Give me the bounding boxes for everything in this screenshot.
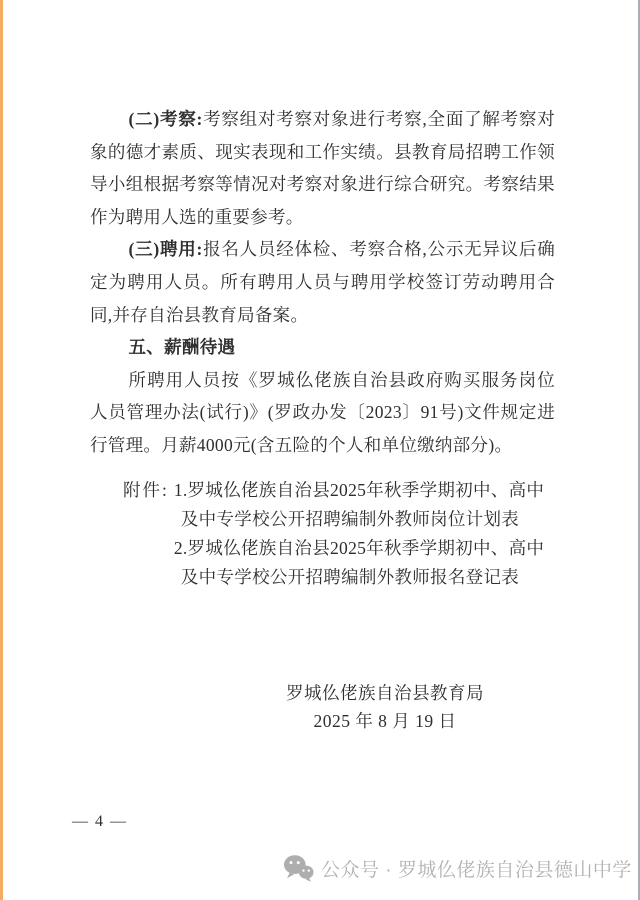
wechat-icon (283, 854, 314, 882)
attachment-item-1 (174, 476, 563, 534)
issue-date: 2025 年 8 月 19 日 (313, 711, 457, 731)
page-number: — 4 — (72, 813, 128, 830)
attachments-list (174, 476, 563, 592)
section-heading-salary: 五、薪酬待遇 (128, 337, 236, 358)
attachment-1-line-1: 1.罗城仫佬族自治县2025年秋季学期初中、高中 (173, 480, 545, 500)
document-body (90, 103, 555, 462)
attachment-1-line-2: 及中专学校公开招聘编制外教师岗位计划表 (180, 509, 520, 529)
signature-block (130, 679, 640, 735)
clause-label-employment: (三)聘用: (128, 239, 203, 260)
attachments-label: 附件: (123, 480, 169, 500)
paragraph-salary: 所聘用人员按《罗城仫佬族自治县政府购买服务岗位人员管理办法(试行)》(罗政办发〔2023〕91号)文件规定进行管理。月薪4000元(含五险的个人和单位缴纳部分)。 (90, 369, 555, 455)
clause-text-inspection: 考察组对考察对象进行考察,全面了解考察对象的德才素质、现实表现和工作实绩。县教育局招聘工作领导小组根据考察等情况对考察对象进行综合研究。考察结果作为聘用人选的重要参考。 (90, 109, 555, 227)
paragraph-inspection (90, 103, 555, 233)
clause-text-employment: 报名人员经体检、考察合格,公示无异议后确定为聘用人员。所有聘用人员与聘用学校签订劳动聘用合同,并存自治县教育局备案。 (90, 239, 555, 325)
issuer-name: 罗城仫佬族自治县教育局 (286, 683, 484, 703)
attachment-2-line-1: 2.罗城仫佬族自治县2025年秋季学期初中、高中 (173, 538, 545, 558)
watermark-text: 公众号 · 罗城仫佬族自治县德山中学 (321, 859, 632, 881)
paragraph-employment (90, 233, 555, 331)
attachment-item-2 (174, 534, 563, 592)
attachment-2-line-2: 及中专学校公开招聘编制外教师报名登记表 (180, 567, 520, 587)
wechat-watermark (283, 852, 632, 884)
clause-label-inspection: (二)考察: (128, 109, 203, 129)
attachments-block (123, 476, 563, 592)
page-edge-left (0, 0, 3, 900)
